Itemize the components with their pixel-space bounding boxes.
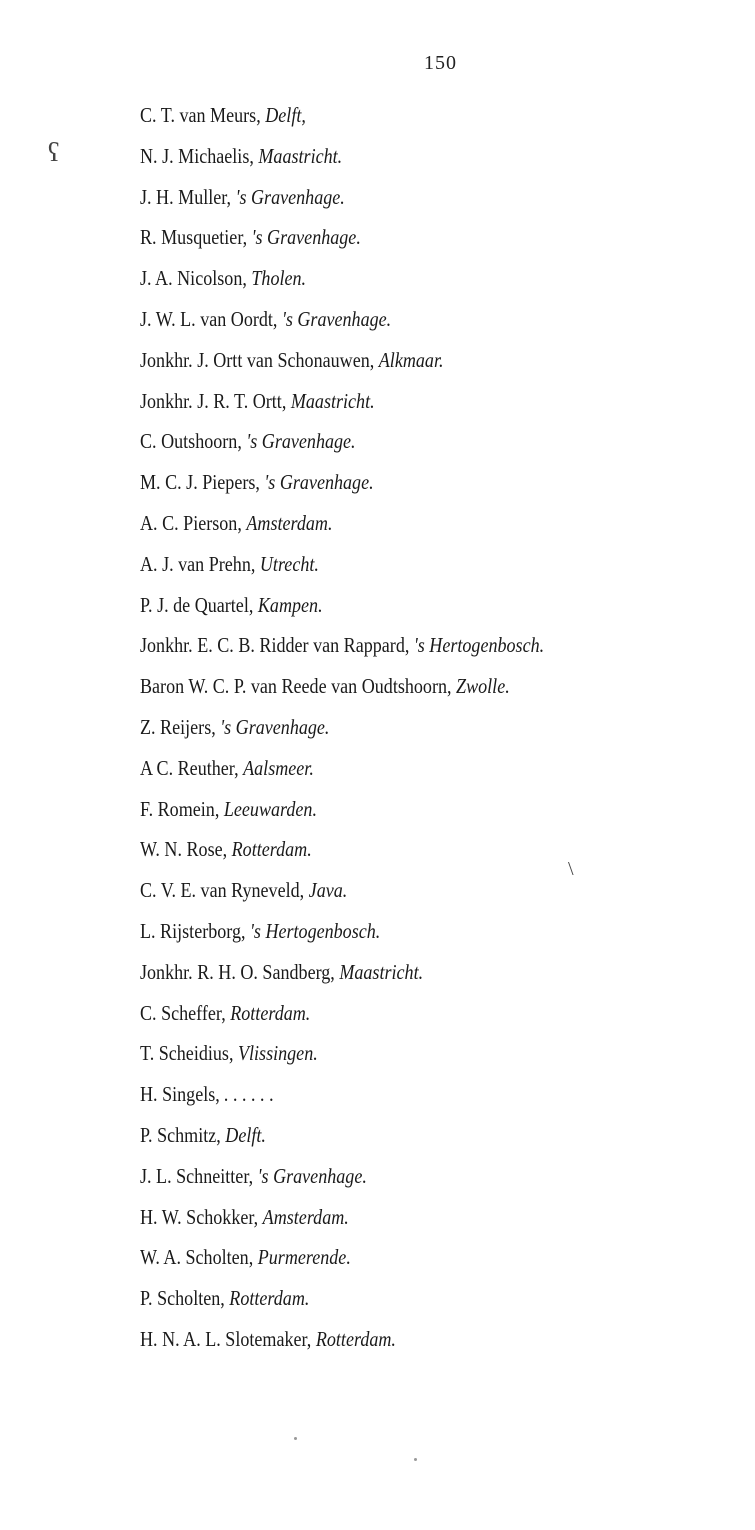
- list-item: [140, 1324, 396, 1364]
- member-name: A C. Reuther,: [140, 755, 244, 780]
- list-item: [140, 263, 306, 303]
- stray-pencil-mark: \: [568, 858, 574, 880]
- list-item: [140, 671, 510, 711]
- list-item: [140, 345, 443, 385]
- list-item: [140, 998, 310, 1038]
- member-name: C. V. E. van Ryneveld,: [140, 878, 309, 903]
- list-item: [140, 590, 323, 630]
- member-name: P. Scholten,: [140, 1286, 230, 1311]
- member-place: 's Gravenhage.: [220, 715, 330, 739]
- list-item: [140, 141, 342, 181]
- list-item: [140, 1242, 351, 1282]
- member-place: Delft,: [265, 103, 306, 127]
- member-place: 's Gravenhage.: [251, 225, 361, 250]
- member-name: F. Romein,: [140, 796, 224, 821]
- member-name: A. J. van Prehn,: [140, 551, 260, 576]
- list-item: [140, 957, 423, 997]
- member-name: N. J. Michaelis,: [140, 143, 259, 168]
- list-item: [140, 304, 391, 344]
- margin-pencil-mark: ʕ: [48, 138, 60, 167]
- member-place: Maastricht.: [339, 959, 424, 984]
- member-name: Jonkhr. J. Ortt van Schonauwen,: [140, 347, 379, 372]
- member-place: Amsterdam.: [246, 511, 333, 535]
- member-name: H. W. Schokker,: [140, 1204, 263, 1229]
- member-place: Amsterdam.: [262, 1204, 349, 1229]
- list-item: [140, 222, 361, 262]
- member-place: Utrecht.: [259, 551, 319, 576]
- list-item: [140, 753, 314, 793]
- member-name: W. A. Scholten,: [140, 1245, 258, 1270]
- member-name: Z. Reijers,: [140, 715, 221, 739]
- member-name: Jonkhr. J. R. T. Ortt,: [140, 388, 291, 413]
- member-place: 's Hertogenbosch.: [250, 919, 381, 943]
- member-place: Delft.: [225, 1123, 266, 1147]
- member-place: Rotterdam.: [230, 1000, 311, 1025]
- member-name: J. A. Nicolson,: [140, 266, 252, 291]
- member-place: Zwolle.: [456, 674, 510, 699]
- member-place: 's Gravenhage.: [235, 184, 345, 209]
- list-item: [140, 467, 374, 507]
- member-place: Aalsmeer.: [243, 755, 314, 780]
- member-name: P. Schmitz,: [140, 1123, 226, 1147]
- list-item: [140, 1202, 349, 1242]
- member-name: T. Scheidius,: [140, 1041, 238, 1066]
- list-item: [140, 1079, 274, 1119]
- member-name: W. N. Rose,: [140, 837, 232, 862]
- member-place: Kampen.: [257, 592, 323, 617]
- member-place: 's Gravenhage.: [257, 1163, 367, 1188]
- member-place: 's Gravenhage.: [246, 429, 356, 454]
- member-name: J. L. Schneitter,: [140, 1163, 258, 1188]
- member-place: 's Gravenhage.: [264, 470, 374, 495]
- member-place: . . . . . .: [224, 1082, 274, 1107]
- member-place: Rotterdam.: [231, 837, 312, 862]
- list-item: [140, 182, 345, 222]
- member-place: Alkmaar.: [378, 347, 444, 372]
- member-name: Jonkhr. E. C. B. Ridder van Rappard,: [140, 633, 414, 658]
- member-name: H. Singels,: [140, 1082, 225, 1107]
- member-name: C. Outshoorn,: [140, 429, 247, 454]
- member-place: Maastricht.: [258, 143, 343, 168]
- member-name: P. J. de Quartel,: [140, 592, 258, 617]
- list-item: [140, 630, 544, 670]
- member-place: Leeuwarden.: [223, 796, 317, 821]
- list-item: [140, 426, 356, 466]
- member-name: R. Musquetier,: [140, 225, 252, 250]
- list-item: [140, 1038, 318, 1078]
- member-place: Java.: [308, 878, 348, 903]
- list-item: [140, 549, 319, 589]
- list-item: [140, 794, 317, 834]
- member-place: 's Hertogenbosch.: [413, 633, 545, 658]
- list-item: [140, 916, 380, 956]
- member-name: L. Rijsterborg,: [140, 919, 251, 943]
- member-name: C. Scheffer,: [140, 1000, 231, 1025]
- member-place: Rotterdam.: [315, 1327, 396, 1351]
- member-place: Tholen.: [251, 266, 307, 291]
- member-name: J. H. Muller,: [140, 184, 236, 209]
- member-place: Vlissingen.: [237, 1041, 318, 1066]
- list-item: [140, 100, 306, 140]
- list-item: [140, 875, 347, 915]
- member-name: C. T. van Meurs,: [140, 103, 266, 127]
- member-place: 's Gravenhage.: [281, 307, 392, 331]
- list-item: [140, 712, 329, 752]
- member-name: Jonkhr. R. H. O. Sandberg,: [140, 959, 340, 984]
- member-place: Rotterdam.: [229, 1286, 310, 1311]
- list-item: [140, 386, 375, 426]
- member-place: Maastricht.: [290, 388, 375, 413]
- list-item: [140, 508, 332, 548]
- paper-speck: [294, 1437, 297, 1440]
- member-name: M. C. J. Piepers,: [140, 470, 265, 495]
- list-item: [140, 1161, 367, 1201]
- list-item: [140, 1120, 266, 1160]
- member-name: Baron W. C. P. van Reede van Oudtshoorn,: [140, 674, 457, 699]
- member-name: H. N. A. L. Slotemaker,: [140, 1327, 316, 1351]
- list-item: [140, 1283, 309, 1323]
- page-number: 150: [424, 52, 457, 74]
- member-place: Purmerende.: [257, 1245, 351, 1270]
- member-name: A. C. Pierson,: [140, 511, 247, 535]
- member-name: J. W. L. van Oordt,: [140, 307, 282, 331]
- paper-speck: [414, 1458, 417, 1461]
- list-item: [140, 834, 312, 874]
